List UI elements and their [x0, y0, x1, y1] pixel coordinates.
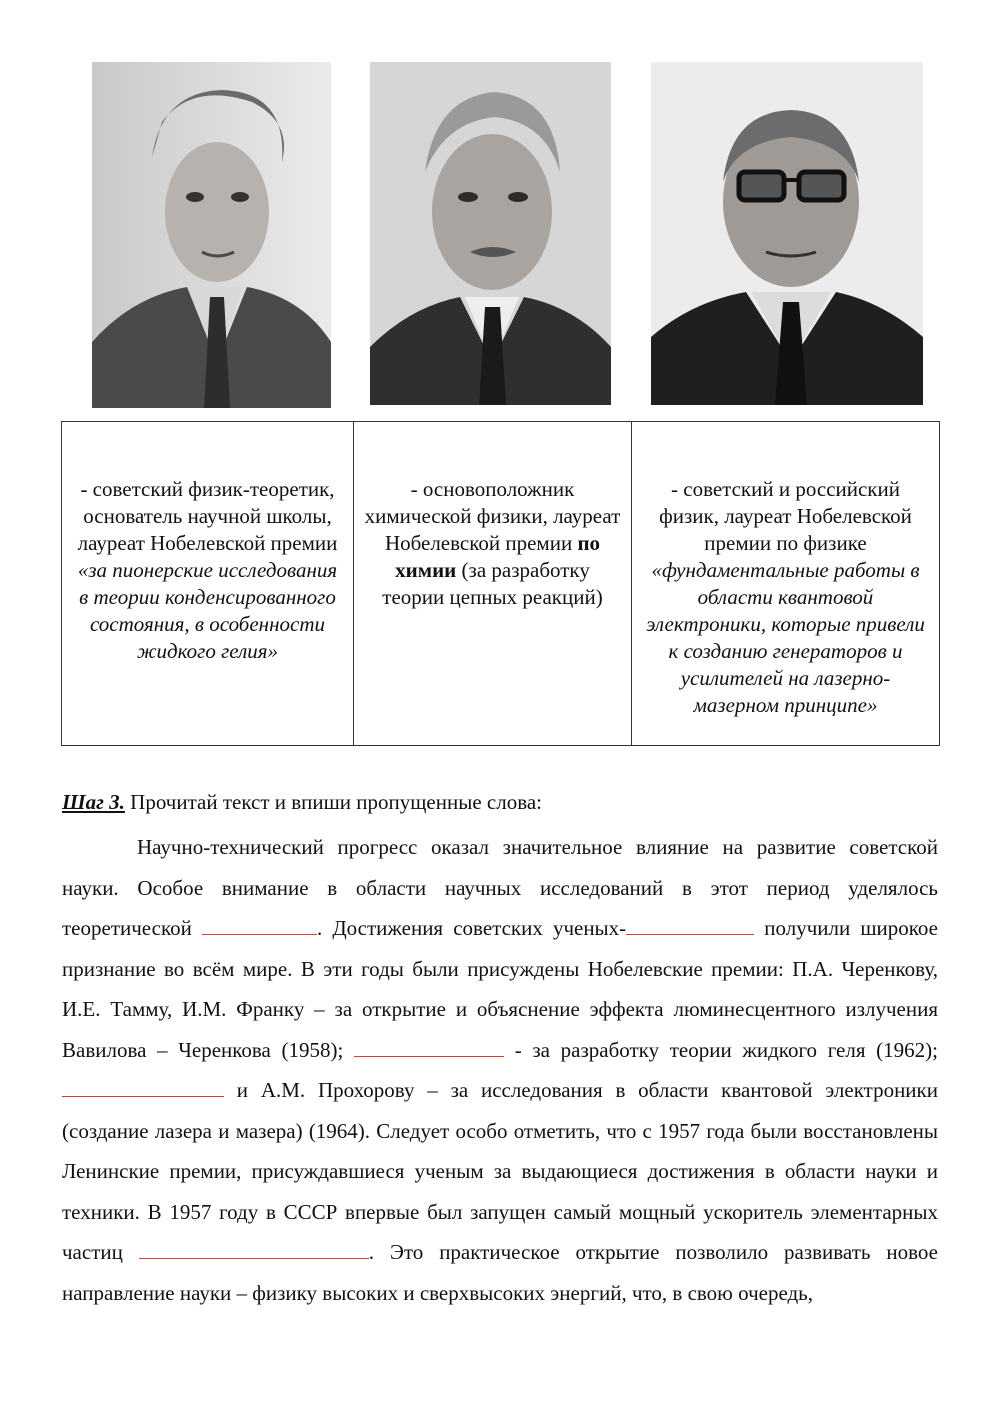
step-label: Шаг 3. [62, 790, 125, 814]
bio-1-text: - советский физик-теоретик, основатель научной школы, лауреат Нобелевской премии [77, 477, 338, 555]
step-instruction: Прочитай текст и впиши пропущенные слова: [124, 790, 543, 814]
biography-table [61, 421, 940, 746]
portrait-photo-3 [651, 62, 923, 405]
fill-in-text [62, 827, 938, 1313]
text-segment-6: . Это практическое открытие позволило развивать новое направление науки – физику высоких и сверхвысоких энергий, что, в свою очередь, [62, 1240, 938, 1305]
blank-field-3[interactable] [354, 1038, 504, 1057]
text-segment-5: и А.М. Прохорову – за исследования в области квантовой электроники (создание лазера и мазера) (1964). Следует особо отметить, что с 1957 года были восстановлены Ленинские премии, присуждавшиеся ученым за выдающиеся достижения в области науки и техники. В 1957 году в СССР впервые был запущен самый мощный ускоритель элементарных частиц [62, 1078, 938, 1264]
text-segment-2: . Достижения советских ученых- [316, 916, 627, 940]
blank-field-2[interactable] [626, 916, 754, 935]
text-segment-4: - за разработку теории жидкого геля (1962); [504, 1037, 938, 1062]
bio-2-text-before: - основоположник химической физики, лауреат Нобелевской премии [364, 477, 621, 555]
blank-field-4[interactable] [62, 1078, 224, 1097]
step-heading [62, 790, 542, 815]
bio-2-bold: по химии [395, 531, 601, 582]
bio-cell-2 [354, 422, 632, 746]
paragraph [62, 827, 938, 1313]
bio-3-text: - советский и российский физик, лауреат Нобелевской премии по физике [659, 477, 912, 555]
bio-3-italic: «фундаментальные работы в области квантовой электроники, которые привели к созданию генераторов и усилителей на лазерно-мазерном принципе» [646, 558, 925, 717]
bio-1-italic: «за пионерские исследования в теории конденсированного состояния, в особенности жидкого гелия» [77, 558, 338, 663]
bio-cell-3 [632, 422, 940, 746]
portrait-photo-2 [370, 62, 611, 405]
text-segment-3: получили широкое признание во всём мире. В эти годы были присуждены Нобелевские премии: П.А. Черенкову, И.Е. Тамму, И.М. Франку – за открытие и объяснение эффекта люминесцентного излучения Вавилова – Черенкова (1958); [62, 916, 938, 1062]
text-segment-1: Научно-технический прогресс оказал значительное влияние на развитие советской науки. Особое внимание в области научных исследований в этот период уделялось теоретической [62, 835, 938, 940]
bio-2-text-after: (за разработку теории цепных реакций) [382, 558, 603, 609]
table-row [62, 422, 940, 746]
portrait-photo-1 [92, 62, 331, 408]
bio-cell-1 [62, 422, 354, 746]
blank-field-5[interactable] [139, 1240, 369, 1259]
blank-field-1[interactable] [202, 916, 317, 935]
